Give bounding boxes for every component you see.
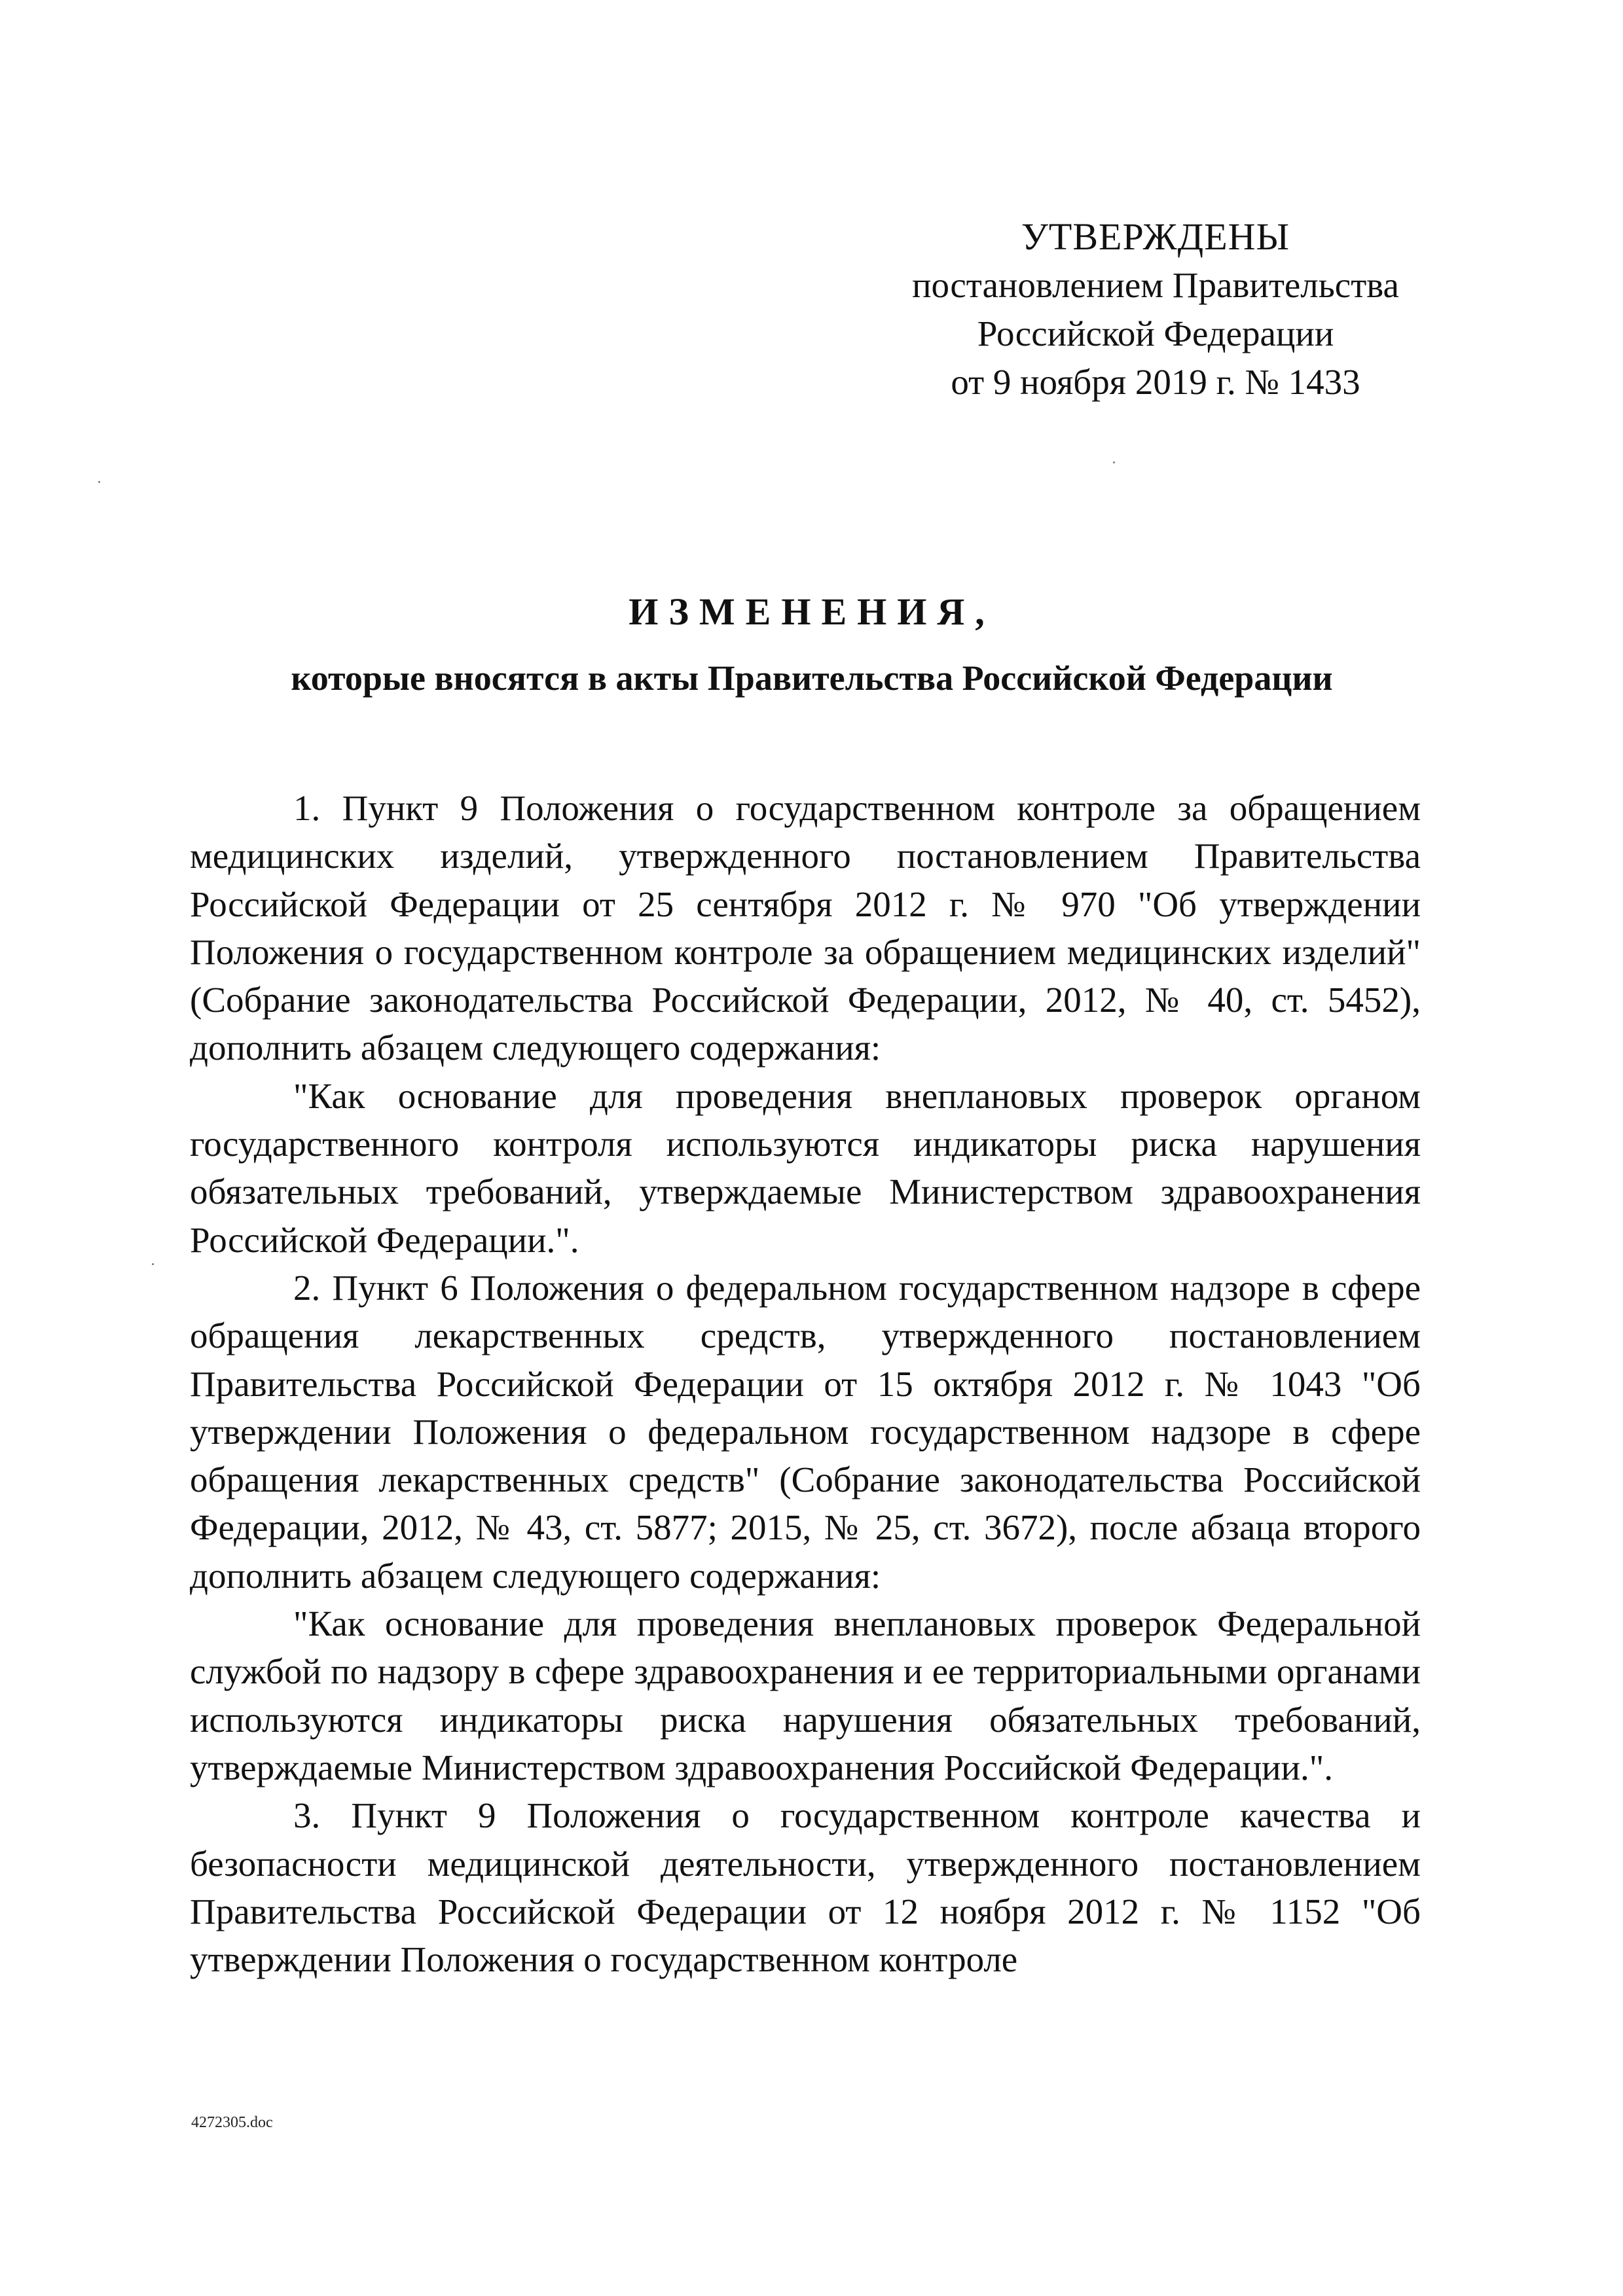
approval-line-3: от 9 ноября 2019 г. № 1433: [951, 362, 1360, 402]
document-title: ИЗМЕНЕНИЯ,: [629, 590, 995, 633]
approval-line-1: постановлением Правительства: [912, 265, 1399, 305]
paragraph-3: 3. Пункт 9 Положения о государственном контроле качества и безопасности медицинской деятельности, утвержденного постановлением Правительства Российской Федерации от 12 ноября 2012 г. № 1152 "Об утверждении Положения о государственном контроле: [190, 1795, 1421, 1980]
scan-speck: [1113, 461, 1115, 463]
document-code: 4272305.doc: [191, 2114, 273, 2131]
document-subtitle: которые вносятся в акты Правительства Российской Федерации: [291, 658, 1333, 698]
scan-speck: [98, 481, 100, 483]
approved-label: УТВЕРЖДЕНЫ: [1021, 215, 1290, 258]
document-body: [190, 784, 1421, 1983]
document-heading: [190, 586, 1434, 708]
paragraph-1-quote: "Как основание для проведения внеплановых проверок органом государственного контроля используются индикаторы риска нарушения обязательных требований, утверждаемые Министерством здравоохранения Российской Федерации.".: [190, 1075, 1421, 1260]
scan-speck: [152, 1263, 154, 1265]
paragraph-2-quote: "Как основание для проведения внеплановых проверок Федеральной службой по надзору в сфере здравоохранения и ее территориальными органами используются индикаторы риска нарушения обязательных требований, утверждаемые Министерством здравоохранения Российской Федерации.".: [190, 1604, 1421, 1787]
approval-stamp: [871, 213, 1440, 406]
paragraph-1: 1. Пункт 9 Положения о государственном контроле за обращением медицинских изделий, утвержденного постановлением Правительства Российской Федерации от 25 сентября 2012 г. № 970 "Об утверждении Положения о государственном контроле за обращением медицинских изделий" (Собрание законодательства Российской Федерации, 2012, № 40, ст. 5452), дополнить абзацем следующего содержания:: [190, 788, 1421, 1068]
approval-line-2: Российской Федерации: [977, 314, 1334, 353]
paragraph-2: 2. Пункт 6 Положения о федеральном государственном надзоре в сфере обращения лекарственных средств, утвержденного постановлением Правительства Российской Федерации от 15 октября 2012 г. № 1043 "Об утверждении Положения о федеральном государственном надзоре в сфере обращения лекарственных средств" (Собрание законодательства Российской Федерации, 2012, № 43, ст. 5877; 2015, № 25, ст. 3672), после абзаца второго дополнить абзацем следующего содержания:: [190, 1267, 1421, 1596]
